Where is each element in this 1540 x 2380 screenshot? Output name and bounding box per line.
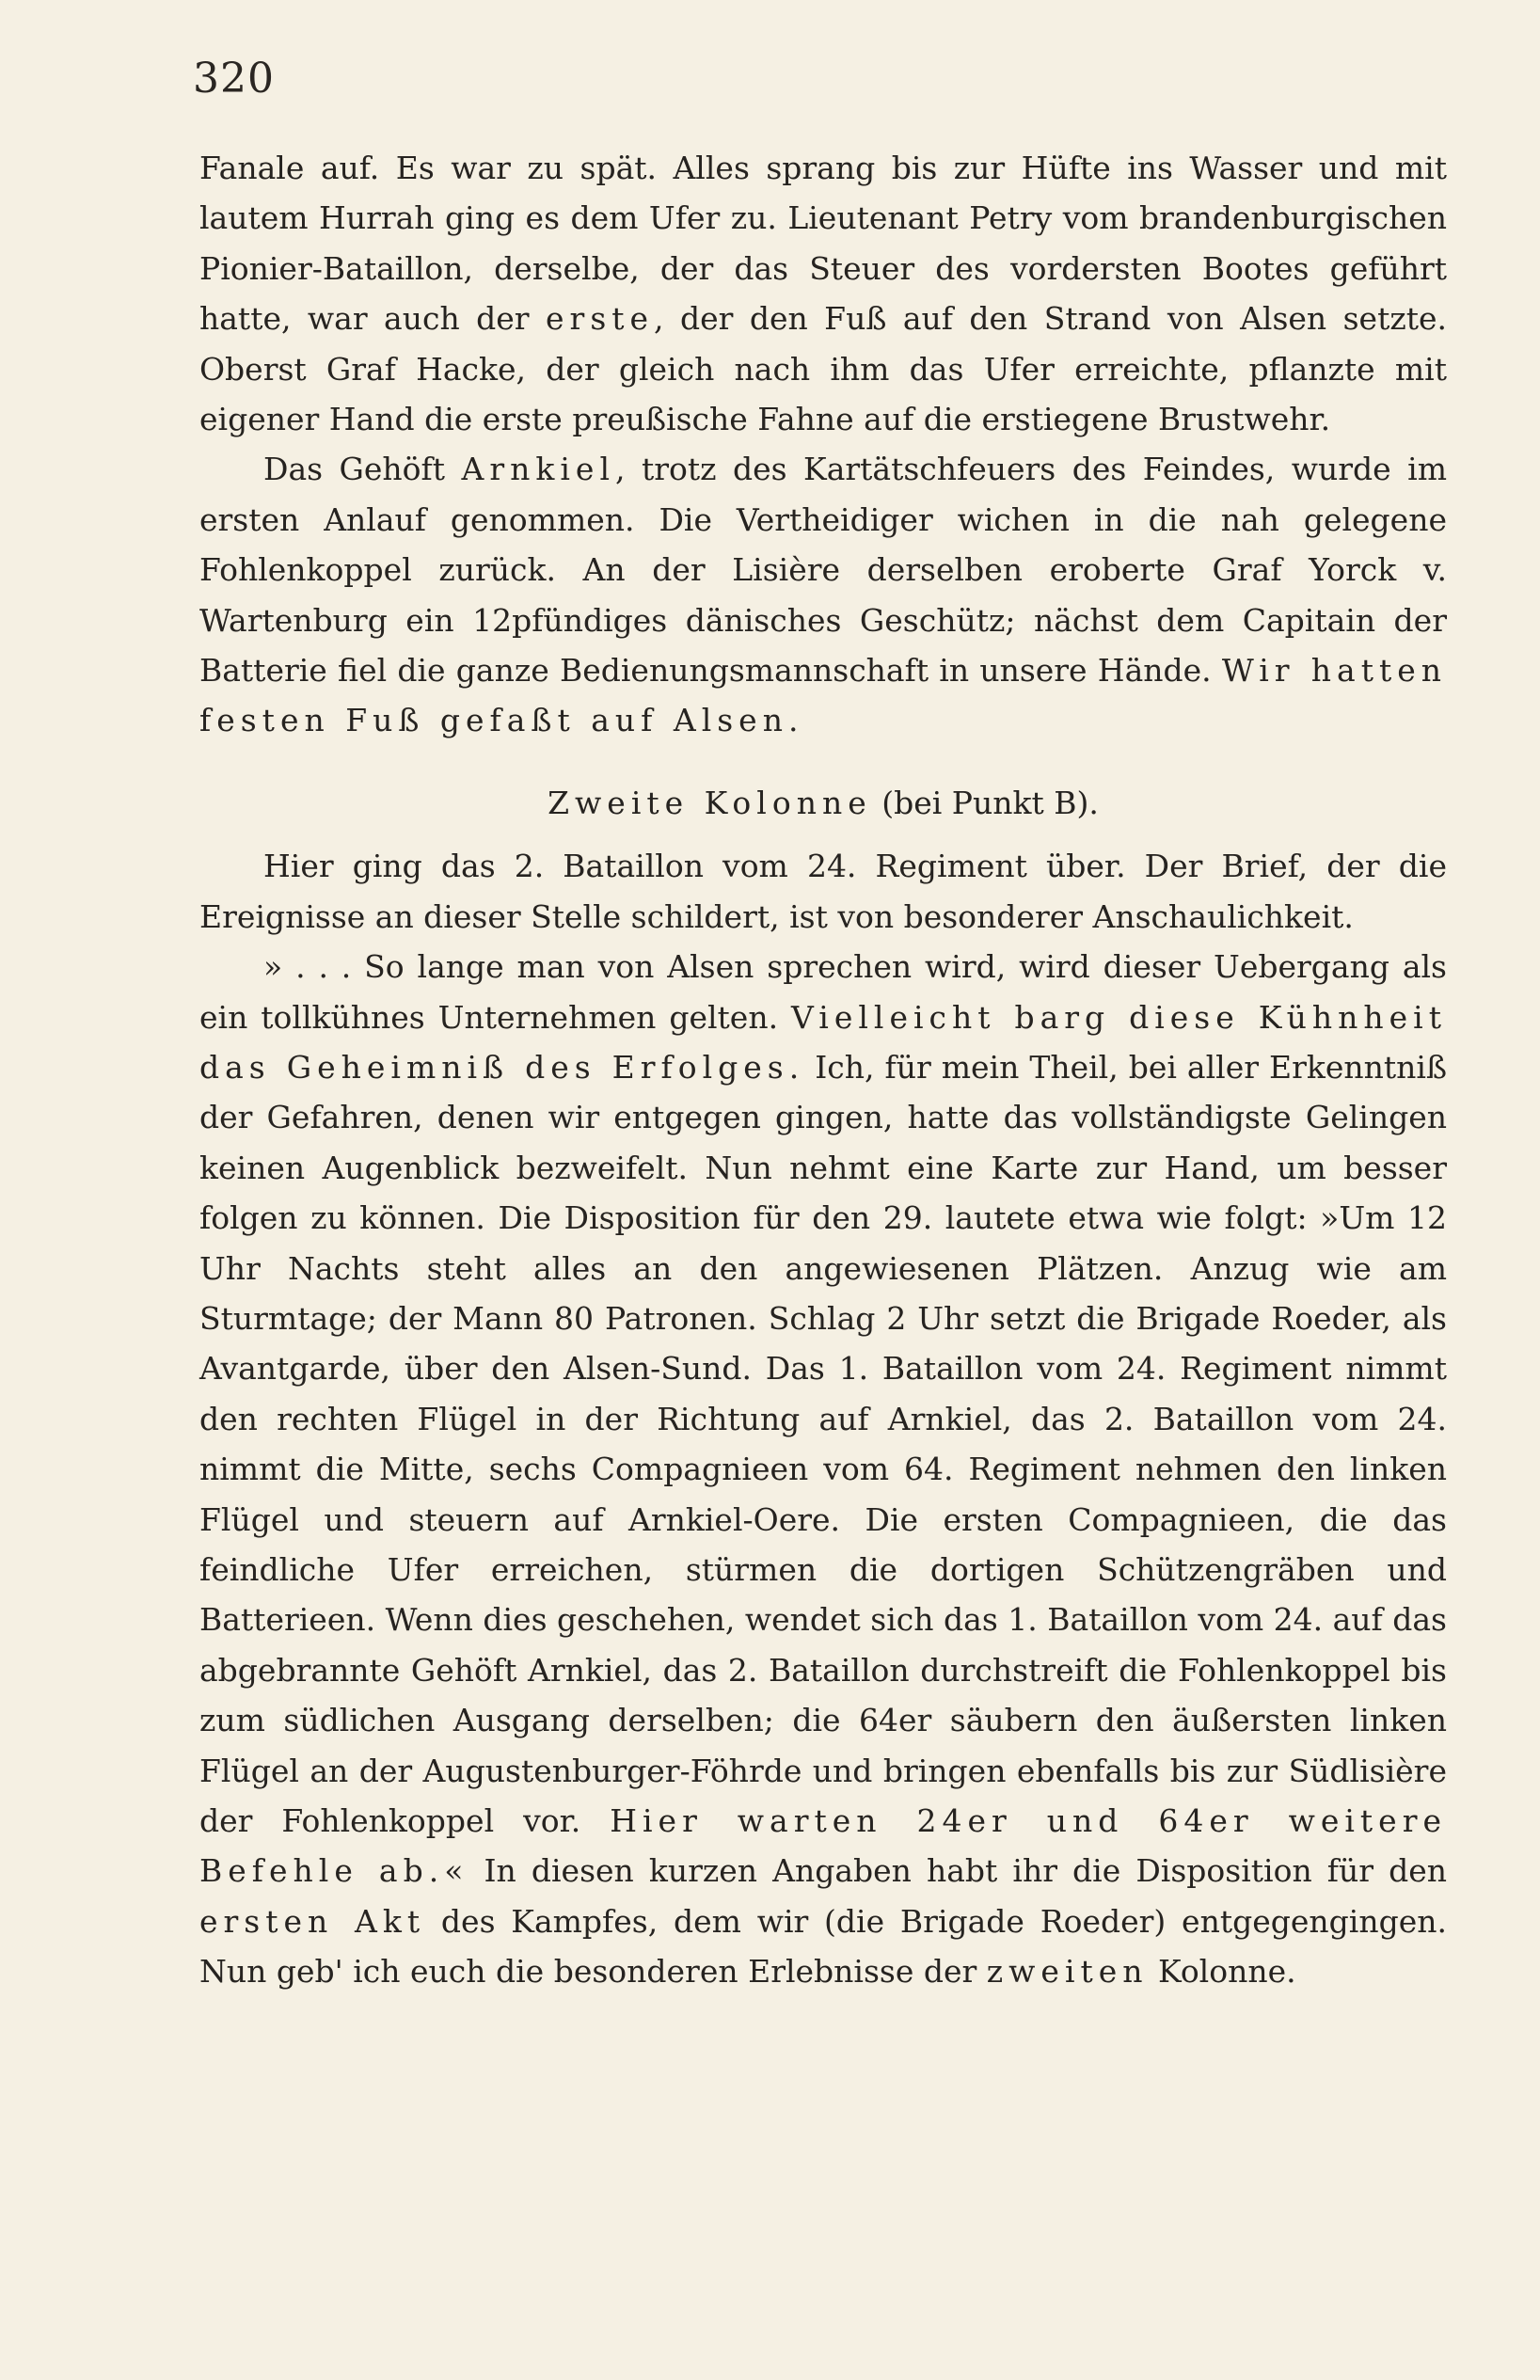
text-run-spaced: zweiten bbox=[986, 1953, 1149, 1991]
text-run: Ich, für mein Theil, bei aller Erkenntniß der Gefahren, denen wir entgegen gingen, hatte das vollständigste Gelingen keinen Augenblick bezweifelt. Nun nehmt eine Karte zur Hand, um besser folgen zu können. Die Disposition für den 29. lautete etwa wie folgt: »Um 12 Uhr Nachts steht alles an den angewiesenen Plätzen. Anzug wie am Sturmtage; der Mann 80 Patronen. Schlag 2 Uhr setzt die Brigade Roeder, als Avantgarde, über den Alsen-Sund. Das 1. Bataillon vom 24. Regiment nimmt den rechten Flügel in der Richtung auf Arnkiel, das 2. Bataillon vom 24. nimmt die Mitte, sechs Compagnieen vom 64. Regiment nehmen den linken Flügel und steuern auf Arnkiel-Oere. Die ersten Compagnieen, die das feindliche Ufer erreichen, stürmen die dortigen Schützengräben und Batterieen. Wenn dies geschehen, wendet sich das 1. Bataillon vom 24. auf das abgebrannte Gehöft Arnkiel, das 2. Bataillon durchstreift die Fohlenkoppel bis zum südlichen Ausgang derselben; die 64er säubern den äußersten linken Flügel an der Augustenburger-Föhrde und bringen ebenfalls bis zur Südlisière der Fohlenkoppel vor. bbox=[199, 1048, 1447, 1839]
text-run: , trotz des Kartätschfeuers des Feindes, wurde im ersten Anlauf genommen. Die Vertheidiger wichen in die nah gelegene Fohlenkoppel zurück. An der Lisière derselben eroberte Graf Yorck v. Wartenburg ein 12pfündiges dänisches Geschütz; nächst dem Capitain der Batterie fiel die ganze Bedienungsmannschaft in unsere Hände. bbox=[199, 451, 1447, 690]
text-run: Das Gehöft bbox=[263, 451, 462, 488]
paragraph-3 bbox=[199, 841, 1447, 942]
text-run: , der den Fuß auf den Strand von Alsen setzte. Oberst Graf Hacke, der gleich nach ihm das Ufer erreichte, pflanzte mit eigener Hand die erste preußische Fahne auf die erstiegene Brustwehr. bbox=[199, 300, 1448, 438]
text-run-spaced: Arnkiel bbox=[461, 451, 615, 488]
text-run-spaced: ersten Akt bbox=[199, 1902, 426, 1940]
text-run-spaced: Wir hatten festen Fuß gefaßt auf Alsen. bbox=[199, 652, 1448, 739]
text-run: Hier ging das 2. Bataillon vom 24. Regiment über. Der Brief, der die Ereignisse an dieser Stelle schildert, ist von besonderer Anschaulichkeit. bbox=[199, 848, 1447, 935]
heading-spaced: Zweite Kolonne bbox=[548, 784, 872, 821]
text-run: Fanale auf. Es war zu spät. Alles sprang bis zur Hüfte ins Wasser und mit lautem Hurrah ging es dem Ufer zu. Lieutenant Petry vom brandenburgischen Pionier-Bataillon, derselbe, der das Steuer des vordersten Bootes geführt hatte, war auch der bbox=[199, 150, 1447, 338]
text-run-spaced: Hier warten 24er und 64er weitere Befehle ab.« bbox=[199, 1802, 1447, 1890]
paragraph-4 bbox=[199, 942, 1447, 1997]
text-run: In diesen kurzen Angaben habt ihr die Disposition für den bbox=[468, 1852, 1448, 1890]
text-run-spaced: Vielleicht barg diese Kühnheit das Geheimniß des Erfolges. bbox=[199, 998, 1447, 1086]
text-run: des Kampfes, dem wir (die Brigade Roeder) entgegengingen. Nun geb' ich euch die besonderen Erlebnisse der bbox=[199, 1902, 1447, 1991]
text-run-spaced: erste bbox=[546, 300, 655, 338]
text-run: Kolonne. bbox=[1148, 1953, 1296, 1991]
page-number: 320 bbox=[193, 55, 275, 103]
body-text bbox=[199, 143, 1447, 1997]
paragraph-1 bbox=[199, 143, 1447, 444]
text-run: » . . . So lange man von Alsen sprechen wird, wird dieser Uebergang als ein tollkühnes Unternehmen gelten. bbox=[199, 948, 1447, 1036]
heading-rest: (bei Punkt B). bbox=[871, 784, 1099, 821]
section-heading bbox=[199, 778, 1447, 828]
paragraph-2 bbox=[199, 444, 1447, 745]
